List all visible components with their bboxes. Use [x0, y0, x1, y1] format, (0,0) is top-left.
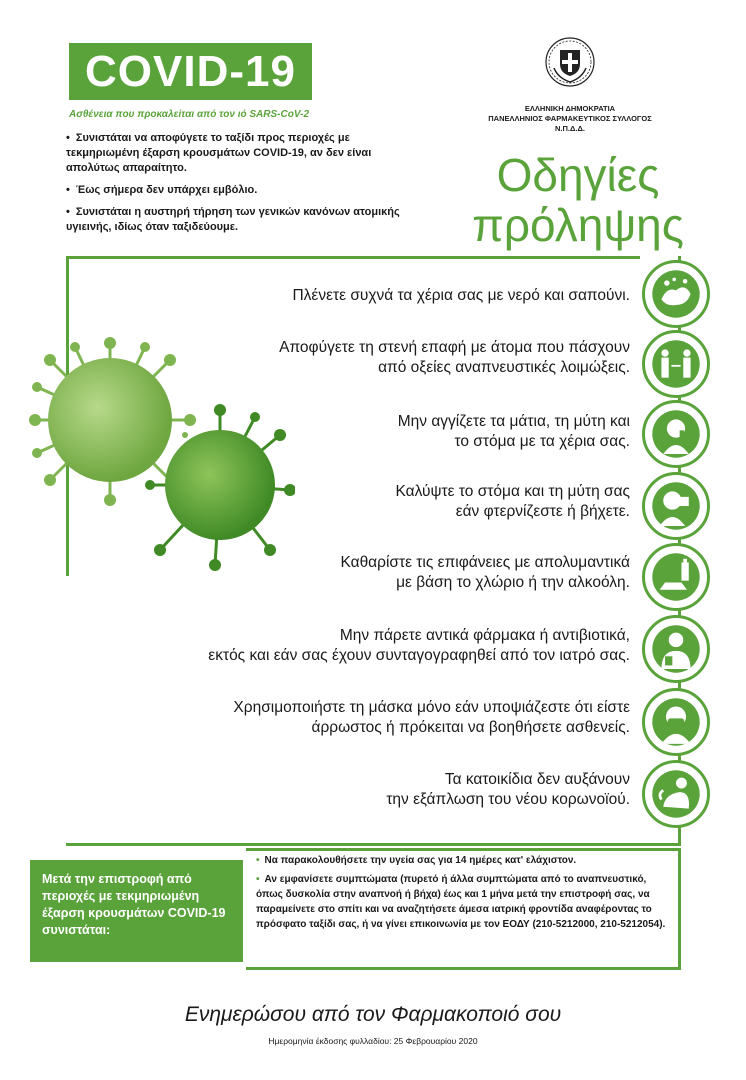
after-return-item: • Αν εμφανίσετε συμπτώματα (πυρετό ή άλλα συμπτώματα από το αναπνευστικό, όπως δυσκολία στην αναπνοή ή βήχα) έως και 1 μήνα μετά την επιστροφή σας, να παραμείνετε στο σπίτι και να αναζητήσετε άμεσα ιατρική φροντίδα αναφέροντας το πρόσφατο ταξίδι σας, ή να γίνει επικοινωνία με τον ΕΟΔΥ (210-5212000, 210-5212054).	[256, 874, 666, 930]
instruction-pets: Τα κατοικίδια δεν αυξάνουν την εξάπλωση του νέου κορωνοϊού.	[386, 771, 630, 808]
instruction-cover-cough: Καλύψτε το στόμα και τη μύτη σας εάν φτερνίζεστε ή βήχετε.	[395, 483, 630, 520]
instruction-disinfect: Καθαρίστε τις επιφάνειες με απολυμαντικά με βάση το χλώριο ή την αλκοόλη.	[340, 554, 630, 591]
intro-bullet-list	[66, 131, 406, 242]
doctor-icon	[642, 615, 710, 683]
intro-bullet: • Συνιστάται να αποφύγετε το ταξίδι προς περιοχές με τεκμηριωμένη έξαρση κρουσμάτων COVID-19, αν δεν είναι απολύτως απαραίτητο.	[66, 132, 372, 174]
disinfect-icon	[642, 543, 710, 611]
handwash-icon	[642, 260, 710, 328]
after-return-list	[256, 853, 674, 936]
prevention-heading: Οδηγίες πρόληψης	[472, 149, 684, 251]
disease-subtitle: Ασθένεια που προκαλείται από τον ιό SARS-CoV-2	[69, 109, 310, 120]
after-return-item: • Να παρακολουθήσετε την υγεία σας για 14 ημέρες κατ' ελάχιστον.	[256, 855, 577, 866]
pet-icon	[642, 760, 710, 828]
intro-bullet: • Έως σήμερα δεν υπάρχει εμβόλιο.	[66, 184, 258, 196]
issue-date: Ημερομηνία έκδοσης φυλλαδίου: 25 Φεβρουαρίου 2020	[268, 1036, 478, 1046]
distance-icon	[642, 330, 710, 398]
organization-name: ΕΛΛΗΝΙΚΗ ΔΗΜΟΚΡΑΤΙΑ ΠΑΝΕΛΛΗΝΙΟΣ ΦΑΡΜΑΚΕΥΤΙΚΟΣ ΣΥΛΛΟΓΟΣ Ν.Π.Δ.Δ.	[488, 104, 652, 133]
instruction-no-face-touch: Μην αγγίζετε τα μάτια, τη μύτη και το στόμα με τα χέρια σας.	[397, 413, 630, 450]
frame-divider	[66, 843, 681, 846]
instruction-no-antibiotics: Μην πάρετε αντικά φάρμακα ή αντιβιοτικά, εκτός και εάν σας έχουν συνταγογραφηθεί από τον ιατρό σας.	[208, 627, 630, 664]
instruction-mask: Χρησιμοποιήστε τη μάσκα μόνο εάν υποψιάζεστε ότι είστε άρρωστος ή πρόκειται να βοηθήσετε ασθενείς.	[233, 699, 630, 736]
after-return-label: Μετά την επιστροφή από περιοχές με τεκμηριωμένη έξαρση κρουσμάτων COVID-19 συνιστάται:	[30, 860, 243, 962]
instruction-distance: Αποφύγετε τη στενή επαφή με άτομα που πάσχουν από οξείες αναπνευστικές λοιμώξεις.	[279, 339, 630, 376]
mask-icon	[642, 688, 710, 756]
pharmacist-footer: Ενημερώσου από τον Φαρμακοποιό σου	[184, 1003, 562, 1026]
sneeze-icon	[642, 472, 710, 540]
covid-title-banner: COVID-19	[69, 43, 312, 100]
greek-emblem-icon	[544, 36, 596, 88]
face-touch-icon	[642, 400, 710, 468]
frame-divider	[66, 256, 640, 259]
instruction-handwash: Πλένετε συχνά τα χέρια σας με νερό και σαπούνι.	[292, 287, 630, 304]
intro-bullet: • Συνιστάται η αυστηρή τήρηση των γενικών κανόνων ατομικής υγιεινής, ιδίως όταν ταξιδεύουμε.	[66, 206, 400, 233]
